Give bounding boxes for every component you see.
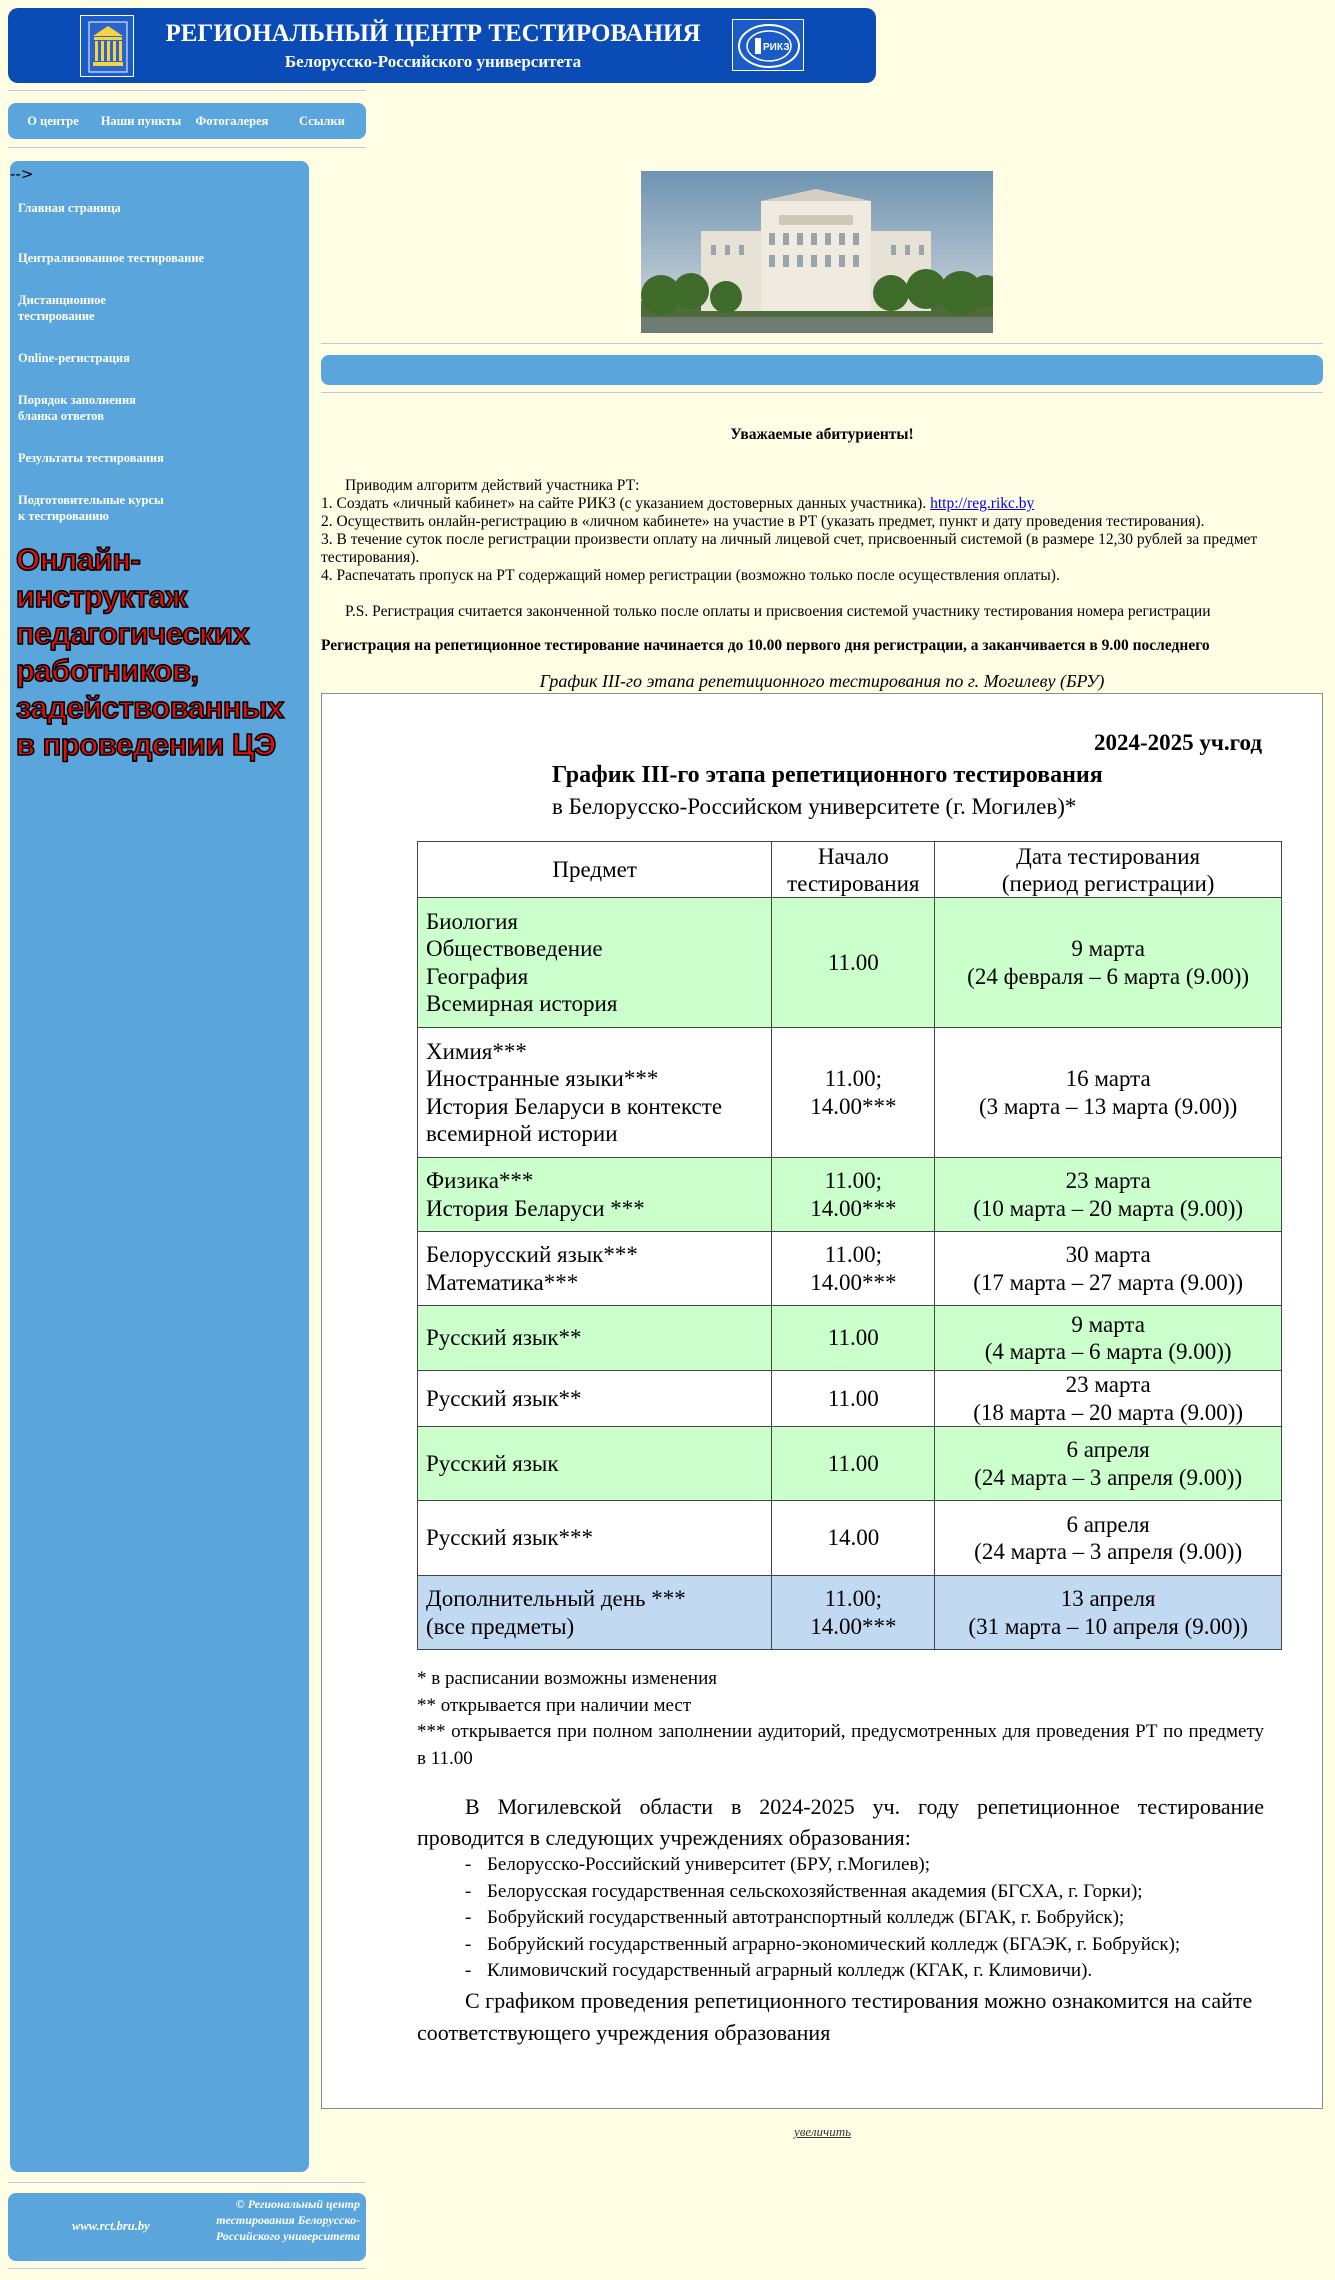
- table-row: [418, 1371, 1282, 1427]
- column-header-date: Дата тестирования (период регистрации): [935, 842, 1282, 898]
- subject-cell: Русский язык***: [418, 1501, 772, 1576]
- schedule-notes: [417, 1666, 1264, 1772]
- sidebar-item-home[interactable]: Главная страница: [18, 201, 121, 215]
- divider: [321, 343, 1323, 345]
- sidebar-item-centralized-testing[interactable]: Централизованное тестирование: [18, 251, 205, 265]
- start-time-cell: 11.00; 14.00***: [772, 1232, 935, 1306]
- algorithm-instructions: [321, 477, 1323, 585]
- date-cell: 6 апреля (24 марта – 3 апреля (9.00)): [935, 1501, 1282, 1576]
- subject-cell: Химия*** Иностранные языки*** История Беларуси в контексте всемирной истории: [418, 1028, 772, 1158]
- subject-cell: Дополнительный день *** (все предметы): [418, 1576, 772, 1650]
- subject-cell: Русский язык**: [418, 1371, 772, 1427]
- date-cell: 23 марта (10 марта – 20 марта (9.00)): [935, 1158, 1282, 1232]
- schedule-subtitle: в Белорусско-Российском университете (г. Могилев)*: [552, 794, 1077, 819]
- date-cell: 13 апреля (31 марта – 10 апреля (9.00)): [935, 1576, 1282, 1650]
- table-row: [418, 1427, 1282, 1501]
- site-header: [8, 8, 876, 83]
- divider: [8, 147, 366, 149]
- sidebar: [10, 161, 309, 2172]
- divider: [321, 392, 1323, 394]
- sidebar-item-distance-testing[interactable]: Дистанционное тестирование: [18, 293, 106, 323]
- institutions-list: [417, 1852, 1264, 1985]
- table-row: [418, 1576, 1282, 1650]
- registration-link[interactable]: http://reg.rikc.by: [930, 495, 1035, 512]
- divider: [8, 2268, 366, 2270]
- table-row: [418, 1232, 1282, 1306]
- date-cell: 6 апреля (24 марта – 3 апреля (9.00)): [935, 1427, 1282, 1501]
- sidebar-item-online-registration[interactable]: Online-регистрация: [18, 351, 130, 365]
- schedule-table: [417, 841, 1282, 1650]
- note-line: * в расписании возможны изменения: [417, 1668, 718, 1689]
- start-time-cell: 11.00: [772, 1371, 935, 1427]
- schedule-document-image[interactable]: [321, 693, 1323, 2109]
- subject-cell: Русский язык**: [418, 1306, 772, 1371]
- algorithm-step-4: 4. Распечатать пропуск на РТ содержащий номер регистрации (возможно только после осуществления оплаты).: [321, 567, 1060, 584]
- nav-photo-gallery[interactable]: Фотогалерея: [195, 113, 269, 128]
- schedule-title: График III-го этапа репетиционного тестирования: [552, 762, 1103, 788]
- top-navigation: [8, 103, 366, 139]
- start-time-cell: 11.00: [772, 1306, 935, 1371]
- subject-cell: Белорусский язык*** Математика***: [418, 1232, 772, 1306]
- institutions-intro: В Могилевской области в 2024-2025 уч. году репетиционное тестирование проводится в следующих учреждениях образования:: [417, 1794, 1264, 1850]
- subject-cell: Физика*** История Беларуси ***: [418, 1158, 772, 1232]
- column-header-subject: Предмет: [418, 842, 772, 898]
- footer-copyright: © Региональный центр тестирования Белорусско-Российского университета: [215, 2197, 360, 2243]
- start-time-cell: 11.00: [772, 898, 935, 1028]
- divider: [8, 2182, 366, 2184]
- sidebar-item-results[interactable]: Результаты тестирования: [18, 451, 164, 465]
- rikz-logo-icon[interactable]: [732, 19, 804, 71]
- note-line: *** открывается при полном заполнении аудиторий, предусмотренных для проведения РТ по предмету в 11.00: [417, 1721, 1264, 1769]
- start-time-cell: 11.00: [772, 1427, 935, 1501]
- nav-about[interactable]: О центре: [27, 113, 79, 128]
- greeting-heading: Уважаемые абитуриенты!: [730, 426, 914, 443]
- site-title: РЕГИОНАЛЬНЫЙ ЦЕНТР ТЕСТИРОВАНИЯ: [165, 20, 701, 47]
- closing-text: С графиком проведения репетиционного тестирования можно ознакомится на сайте соответствующего учреждения образования: [417, 1988, 1253, 2045]
- table-row: [418, 898, 1282, 1028]
- sidebar-item-prep-courses[interactable]: Подготовительные курсы к тестированию: [18, 493, 164, 523]
- date-cell: 30 марта (17 марта – 27 марта (9.00)): [935, 1232, 1282, 1306]
- footer-site-link[interactable]: www.rct.bru.by: [72, 2219, 150, 2233]
- date-cell: 9 марта (4 марта – 6 марта (9.00)): [935, 1306, 1282, 1371]
- date-cell: 9 марта (24 февраля – 6 марта (9.00)): [935, 898, 1282, 1028]
- list-item: - Климовичский государственный аграрный колледж (КГАК, г. Климовичи).: [465, 1960, 1093, 1981]
- list-item: - Бобруйский государственный автотранспортный колледж (БГАК, г. Бобруйск);: [465, 1907, 1125, 1928]
- start-time-cell: 11.00; 14.00***: [772, 1028, 935, 1158]
- registration-time-note: Регистрация на репетиционное тестирование начинается до 10.00 первого дня регистрации, а заканчивается в 9.00 последнего: [321, 637, 1210, 654]
- sidebar-item-answer-sheet[interactable]: Порядок заполнения бланка ответов: [18, 393, 136, 423]
- table-header-row: [418, 842, 1282, 898]
- table-row: [418, 1501, 1282, 1576]
- date-cell: 16 марта (3 марта – 13 марта (9.00)): [935, 1028, 1282, 1158]
- table-row: [418, 1306, 1282, 1371]
- list-item: - Белорусская государственная сельскохозяйственная академия (БГСХА, г. Горки);: [465, 1880, 1143, 1902]
- algorithm-step-2: 2. Осуществить онлайн-регистрацию в «личном кабинете» на участие в РТ (указать предмет, пункт и дату проведения тестирования).: [321, 513, 1205, 530]
- start-time-cell: 11.00; 14.00***: [772, 1158, 935, 1232]
- date-cell: 23 марта (18 марта – 20 марта (9.00)): [935, 1371, 1282, 1427]
- subject-cell: Русский язык: [418, 1427, 772, 1501]
- nav-links[interactable]: Ссылки: [299, 113, 345, 128]
- svg-text:РИКЗ: РИКЗ: [763, 42, 790, 53]
- algorithm-intro: Приводим алгоритм действий участника РТ:: [345, 477, 640, 494]
- university-emblem-icon[interactable]: [80, 15, 134, 77]
- content-header-bar: [321, 355, 1323, 385]
- algorithm-step-3: 3. В течение суток после регистрации произвести оплату на личный лицевой счет, присвоенный системой (в размере 12,30 рублей за предмет тестирования).: [321, 531, 1258, 566]
- site-footer: [8, 2193, 366, 2261]
- nav-our-points[interactable]: Наши пункты: [100, 113, 182, 128]
- note-line: ** открывается при наличии мест: [417, 1694, 692, 1716]
- postscript-note: P.S. Регистрация считается законченной только после оплаты и присвоения системой участнику тестирования номера регистрации: [345, 603, 1211, 620]
- table-row: [418, 1158, 1282, 1232]
- table-row: [418, 1028, 1282, 1158]
- subject-cell: Биология Обществоведение География Всемирная история: [418, 898, 772, 1028]
- divider: [8, 90, 366, 92]
- site-subtitle: Белорусско-Российского университета: [284, 52, 582, 71]
- start-time-cell: 14.00: [772, 1501, 935, 1576]
- schedule-year: 2024-2025 уч.год: [1094, 730, 1262, 755]
- promo-instruction-link[interactable]: Онлайн-инструктаж педагогических работников, задействованных в проведении ЦЭ: [16, 542, 284, 762]
- algorithm-step-1: 1. Создать «личный кабинет» на сайте РИКЗ (с указанием достоверных данных участника). http://reg.rikc.by: [321, 495, 1035, 512]
- list-item: - Бобруйский государственный аграрно-экономический колледж (БГАЭК, г. Бобруйск);: [465, 1933, 1181, 1955]
- university-building-photo: [641, 171, 993, 333]
- list-item: - Белорусско-Российский университет (БРУ, г.Могилев);: [465, 1854, 931, 1875]
- start-time-cell: 11.00; 14.00***: [772, 1576, 935, 1650]
- schedule-caption: График III-го этапа репетиционного тестирования по г. Могилеву (БРУ): [539, 671, 1105, 691]
- enlarge-link[interactable]: увеличить: [794, 2124, 852, 2139]
- column-header-start: Начало тестирования: [772, 842, 935, 898]
- stray-markup-text: -->: [10, 165, 34, 183]
